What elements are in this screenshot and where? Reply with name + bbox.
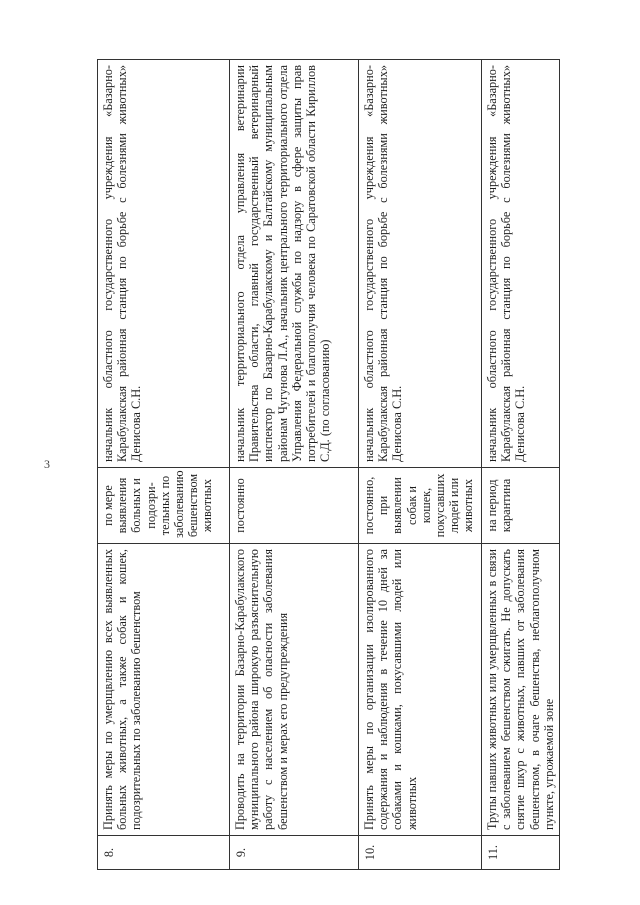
row-number: 10. bbox=[359, 836, 482, 870]
measure-text: Проводить на территории Базарно-Карабулакского муниципального района широкую разъяснительную работу с населением об опасности заболевания бешенством и мерах его предупреждения bbox=[230, 544, 359, 836]
row-number: 11. bbox=[482, 836, 560, 870]
table-row-8 bbox=[98, 60, 230, 870]
table-row-10 bbox=[359, 60, 482, 870]
responsible-text: начальник территориального отдела управления ветеринарии Правительства области, главный государственный ветеринарный инспектор по Базарно-Карабулакскому и Балтайскому муниципальным районам Чугунова Л.А., начальник центрального территориального отдела Управления Федеральной службы по надзору в сфере защиты прав потребителей и благополучия человека по Саратовской области Кириллов С.Д. (по согласованию) bbox=[230, 60, 359, 468]
term-text: по мере выявления больных и подозри-тельных по заболеванию бешенством животных bbox=[98, 468, 230, 544]
page-number: 3 bbox=[44, 457, 50, 471]
table-row-11 bbox=[482, 60, 560, 870]
table-row-9 bbox=[230, 60, 359, 870]
rotated-table-wrapper bbox=[97, 60, 556, 870]
term-text: постоянно, при выявлении собак и кошек, покусавших людей или животных bbox=[359, 468, 482, 544]
row-number: 9. bbox=[230, 836, 359, 870]
measure-text: Принять меры по организации изолированного содержания и наблюдения в течение 10 дней за собаками и кошками, покусавшими людей или животных bbox=[359, 544, 482, 836]
measure-text: Принять меры по умерщвлению всех выявленных больных животных, а также собак и кошек, подозрительных по заболеванию бешенством bbox=[98, 544, 230, 836]
responsible-text: начальник областного государственного учреждения «Базарно-Карабулакская районная станция по борьбе с болезнями животных» Денисова С.Н. bbox=[98, 60, 230, 468]
measures-table bbox=[97, 59, 560, 870]
responsible-text: начальник областного государственного учреждения «Базарно-Карабулакская районная станция по борьбе с болезнями животных» Денисова С.Н. bbox=[482, 60, 560, 468]
responsible-text: начальник областного государственного учреждения «Базарно-Карабулакская районная станция по борьбе с болезнями животных» Денисова С.Н. bbox=[359, 60, 482, 468]
term-text: постоянно bbox=[230, 468, 359, 544]
term-text: на период карантина bbox=[482, 468, 560, 544]
row-number: 8. bbox=[98, 836, 230, 870]
measure-text: Трупы павших животных или умерщвленных в связи с заболеванием бешенством сжигать. Не допускать снятие шкур с животных, павших от заболевания бешенством, в очаге бешенства, неблагополучном пункте, угрожаемой зоне bbox=[482, 544, 560, 836]
